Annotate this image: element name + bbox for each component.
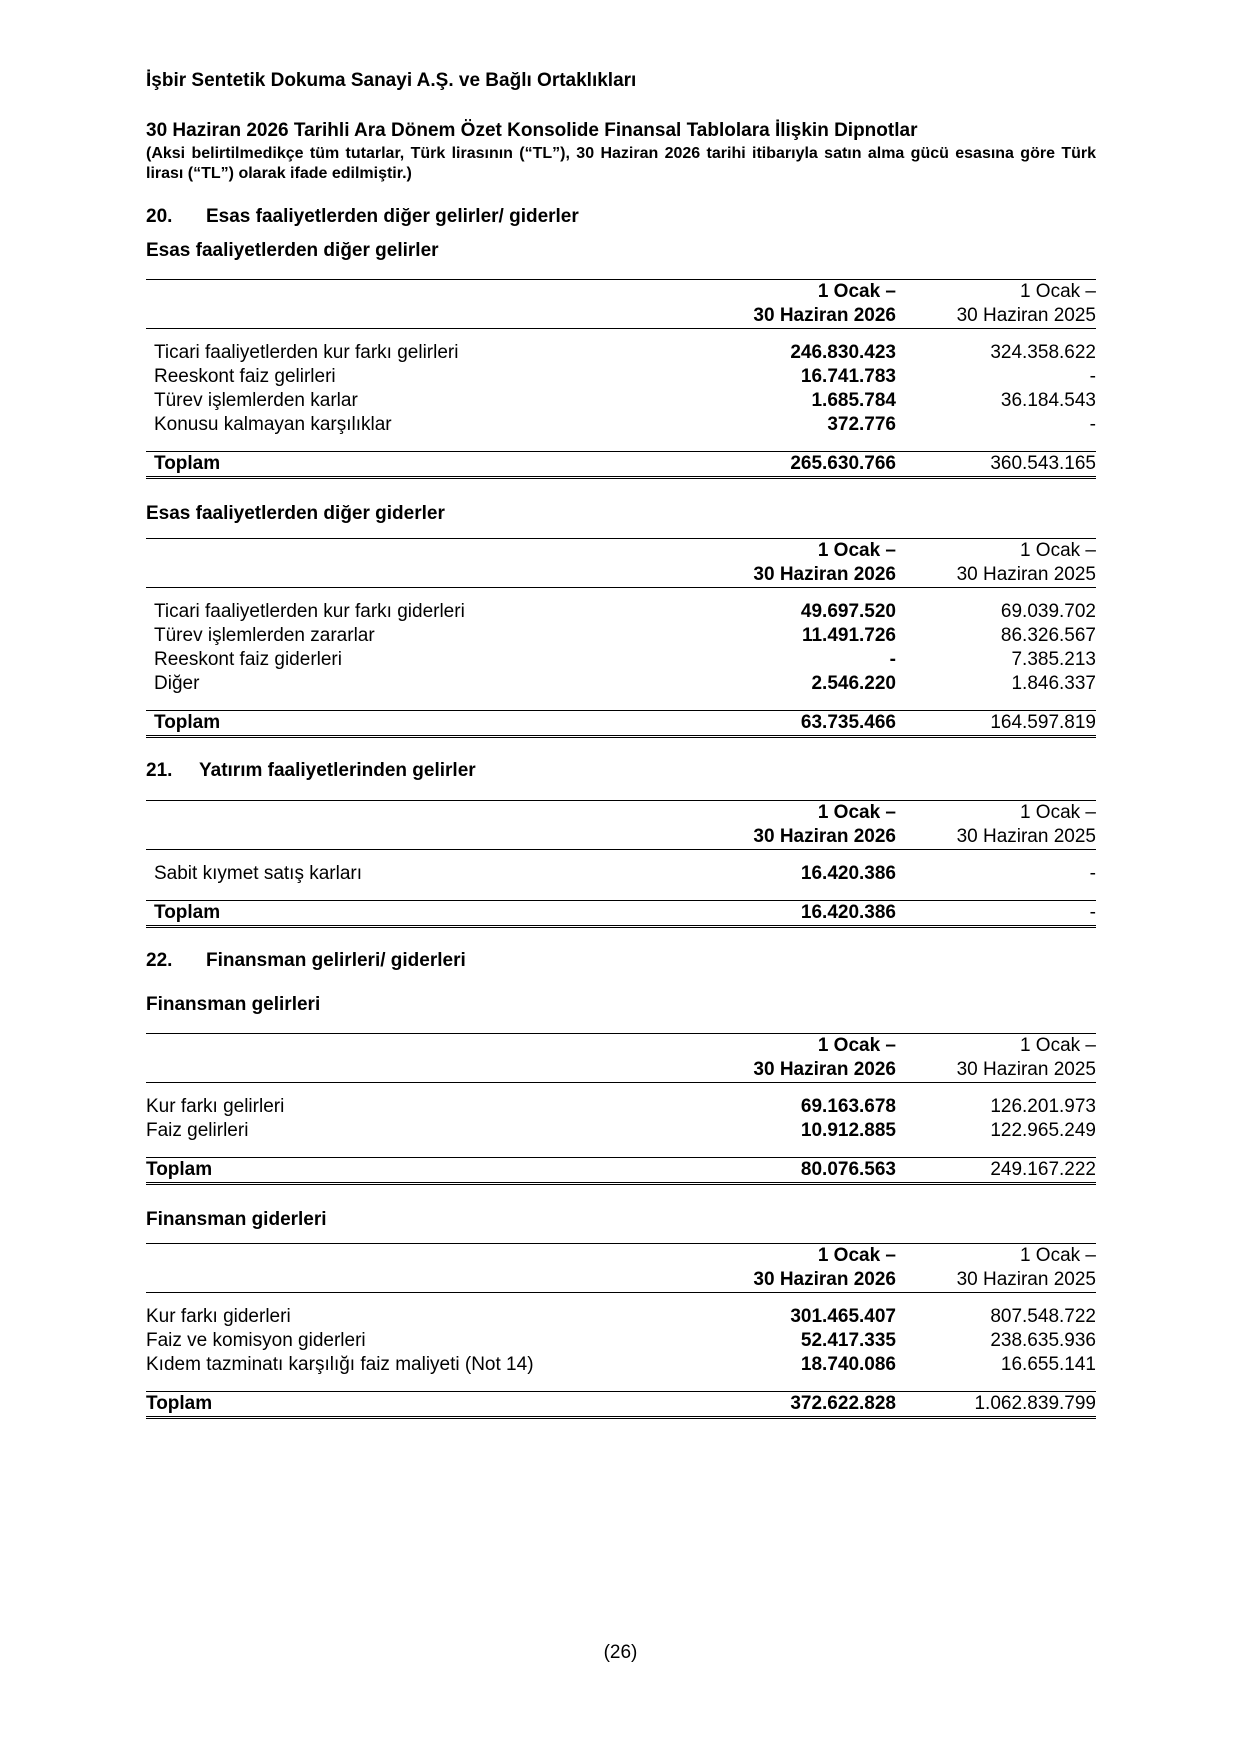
col-2026-header: 30 Haziran 2026 (696, 1058, 896, 1083)
total-row: Toplam 372.622.828 1.062.839.799 (146, 1392, 1096, 1418)
col-2026-header: 1 Ocak – (696, 539, 896, 564)
table-header-row (146, 304, 1096, 329)
section-20-title: Esas faaliyetlerden diğer gelirler/ giderler (206, 206, 579, 227)
table-row: Türev işlemlerden karlar 1.685.784 36.184.543 (154, 390, 1096, 411)
table-header-row (146, 801, 1096, 826)
table-row: Konusu kalmayan karşılıklar 372.776 - (154, 414, 1096, 435)
table-row: Ticari faaliyetlerden kur farkı giderleri 49.697.520 69.039.702 (154, 601, 1096, 622)
col-2026-header: 1 Ocak – (696, 1034, 896, 1059)
col-2026-header: 1 Ocak – (696, 801, 896, 826)
table-header-row (146, 563, 1096, 588)
table-row: Kur farkı gelirleri 69.163.678 126.201.973 (146, 1096, 1096, 1117)
table-row: Faiz gelirleri 10.912.885 122.965.249 (146, 1120, 1096, 1141)
investment-income-table (146, 800, 1096, 928)
table-row: Diğer 2.546.220 1.846.337 (154, 673, 1096, 694)
table-row: Reeskont faiz giderleri - 7.385.213 (154, 649, 1096, 670)
col-2025-header: 1 Ocak – (896, 280, 1096, 305)
col-2026-header: 30 Haziran 2026 (696, 563, 896, 588)
table-header-row (146, 1034, 1096, 1059)
table-header-row (146, 1268, 1096, 1293)
table-header-row (146, 1244, 1096, 1269)
col-2025-header: 30 Haziran 2025 (896, 825, 1096, 850)
col-2025-header: 1 Ocak – (896, 539, 1096, 564)
col-2026-header: 1 Ocak – (696, 1244, 896, 1269)
section-22-title: Finansman gelirleri/ giderleri (206, 950, 466, 971)
table-row: Kıdem tazminatı karşılığı faiz maliyeti (Not 14) 18.740.086 16.655.141 (146, 1354, 1096, 1375)
col-2025-header: 1 Ocak – (896, 801, 1096, 826)
section-20-number: 20. (146, 206, 173, 227)
other-expense-heading: Esas faaliyetlerden diğer giderler (146, 503, 445, 524)
col-2026-header: 30 Haziran 2026 (696, 304, 896, 329)
total-row: Toplam 63.735.466 164.597.819 (146, 711, 1096, 737)
finance-income-table (146, 1033, 1096, 1185)
table-header-row (146, 280, 1096, 305)
finance-expense-heading: Finansman giderleri (146, 1209, 327, 1230)
total-row: Toplam 265.630.766 360.543.165 (146, 452, 1096, 478)
finance-income-heading: Finansman gelirleri (146, 994, 321, 1015)
total-row: Toplam 16.420.386 - (146, 901, 1096, 927)
col-2026-header: 30 Haziran 2026 (696, 825, 896, 850)
other-income-table (146, 279, 1096, 479)
table-row: Sabit kıymet satış karları 16.420.386 - (154, 863, 1096, 884)
table-header-row (146, 1058, 1096, 1083)
col-2025-header: 1 Ocak – (896, 1244, 1096, 1269)
total-row: Toplam 80.076.563 249.167.222 (146, 1158, 1096, 1184)
table-header-row (146, 825, 1096, 850)
col-2026-header: 30 Haziran 2026 (696, 1268, 896, 1293)
table-row: Kur farkı giderleri 301.465.407 807.548.722 (146, 1306, 1096, 1327)
finance-expense-table (146, 1243, 1096, 1419)
document-title: 30 Haziran 2026 Tarihli Ara Dönem Özet Konsolide Finansal Tablolara İlişkin Dipnotlar (146, 120, 918, 141)
page-number: (26) (603, 1642, 638, 1663)
section-20-heading (146, 206, 1096, 228)
col-2025-header: 30 Haziran 2025 (896, 563, 1096, 588)
col-2025-header: 30 Haziran 2025 (896, 304, 1096, 329)
table-row: Türev işlemlerden zararlar 11.491.726 86.326.567 (154, 625, 1096, 646)
table-row: Reeskont faiz gelirleri 16.741.783 - (154, 366, 1096, 387)
col-2025-header: 30 Haziran 2025 (896, 1268, 1096, 1293)
other-income-heading: Esas faaliyetlerden diğer gelirler (146, 240, 439, 261)
section-21-number: 21. (146, 760, 173, 781)
table-header-row (146, 539, 1096, 564)
document-subtitle: (Aksi belirtilmedikçe tüm tutarlar, Türk lirasının (“TL”), 30 Haziran 2026 tarihi itibarıyla satın alma gücü esasına göre Türk lirası (“TL”) olarak ifade edilmiştir.) (146, 145, 1096, 182)
table-row: Ticari faaliyetlerden kur farkı gelirleri 246.830.423 324.358.622 (154, 342, 1096, 363)
col-2026-header: 1 Ocak – (696, 280, 896, 305)
company-name: İşbir Sentetik Dokuma Sanayi A.Ş. ve Bağlı Ortaklıkları (146, 70, 637, 91)
section-21-heading (146, 760, 1096, 782)
other-expense-table (146, 538, 1096, 738)
section-22-number: 22. (146, 950, 173, 971)
section-22-heading (146, 950, 1096, 972)
col-2025-header: 1 Ocak – (896, 1034, 1096, 1059)
section-21-title: Yatırım faaliyetlerinden gelirler (199, 760, 476, 781)
document-page (146, 70, 1096, 1419)
table-row: Faiz ve komisyon giderleri 52.417.335 238.635.936 (146, 1330, 1096, 1351)
col-2025-header: 30 Haziran 2025 (896, 1058, 1096, 1083)
